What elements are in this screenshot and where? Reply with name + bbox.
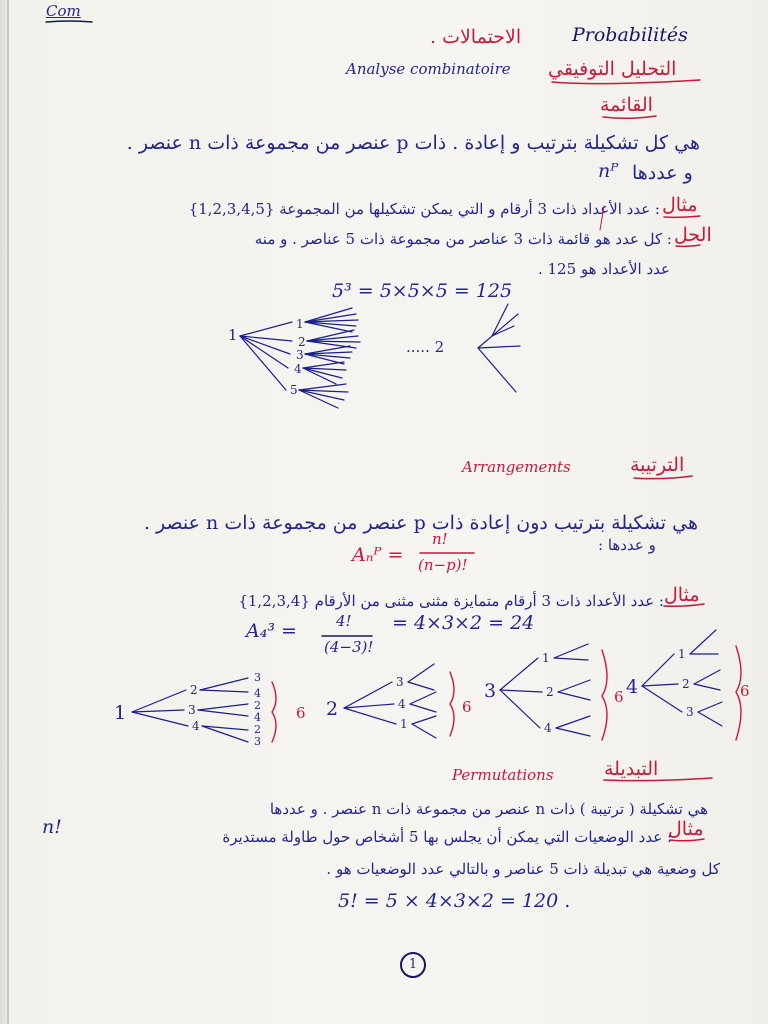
tree2-mid-1: 3 (396, 675, 404, 689)
ex2-underline (664, 604, 704, 606)
count-formula: nᴾ (598, 160, 619, 182)
permutation-count-formula: n! (42, 816, 62, 838)
tree2-mid-3: 1 (400, 717, 408, 731)
tree-root: 1 (228, 326, 238, 344)
example2-label: مثال (664, 584, 700, 606)
example-text: : عدد الأعداد ذات 3 أرقام و التي يمكن تشكيلها من المجموعة {1,2,3,4,5} (188, 200, 660, 218)
count-label: و عددها (632, 162, 693, 184)
a43-num: 4! (336, 612, 352, 630)
section2-title-fr: Arrangements (462, 458, 571, 476)
tree1-mid-2: 3 (188, 703, 196, 717)
section-title-fr: Analyse combinatoire (346, 60, 511, 78)
tree2-root: 2 (326, 698, 339, 720)
definition-list: هي كل تشكيلة بترتيب و إعادة . ذات p عنصر من مجموعة ذات n عنصر . (126, 132, 700, 154)
a43-rhs: = 4×3×2 = 24 (392, 612, 535, 634)
corner-fragment: Com (46, 2, 81, 20)
tree1-root: 1 (114, 702, 127, 724)
example3-line2: كل وضعية هي تبديلة ذات 5 عناصر و بالتالي عدد الوضعيات هو . (326, 860, 720, 878)
tree4-root: 4 (626, 676, 639, 698)
definition-arrangement: هي تشكيلة بترتيب دون إعادة ذات p عنصر من مجموعة ذات n عنصر . (143, 512, 698, 534)
example3-label: مثال (668, 818, 704, 840)
tree1-leaf-5: 2 (254, 723, 261, 736)
section-title-ar: التحليل التوفيقي (548, 58, 677, 80)
factorial-formula: 5! = 5 × 4×3×2 = 120 . (338, 890, 571, 912)
tree1-leaf-2: 4 (254, 687, 261, 700)
tree-child-2: 2 (298, 335, 306, 349)
perm-underline (604, 778, 712, 781)
tree4-mid-2: 2 (682, 677, 690, 691)
tree3-mid-2: 2 (546, 685, 554, 699)
power-formula: 5³ = 5×5×5 = 125 (332, 280, 513, 302)
tree3-root: 3 (484, 680, 497, 702)
arrangement-formula-den: (n−p)! (418, 556, 468, 574)
tree-child-5: 5 (290, 383, 298, 397)
example-underline (664, 216, 700, 217)
arrangement-formula-num: n! (432, 530, 448, 548)
ex3-underline (670, 839, 704, 841)
definition-permutation: هي تشكيلة ( ترتيبة ) ذات n عنصر من مجموعة ذات n عنصر . و عددها (269, 800, 708, 818)
tree1-leaf-1: 3 (254, 671, 261, 684)
page-number: 1 (400, 952, 426, 978)
example2-text: : عدد الأعداد ذات 3 أرقام متمايزة مثنى مثنى من الأرقام {1,2,3,4} (238, 592, 664, 610)
page-title-fr: Probabilités (572, 24, 688, 46)
a43-den: (4−3)! (324, 638, 374, 656)
tree-child-4: 4 (294, 362, 302, 376)
section2-title-ar: الترتيبة (630, 454, 685, 476)
tree2-count: 6 (462, 698, 472, 716)
tree3-mid-3: 4 (544, 721, 552, 735)
arrangement-formula-lhs: Aₙᴾ = (352, 544, 404, 566)
solution-underline (676, 245, 700, 246)
tree2-mid-2: 4 (398, 697, 406, 711)
a43-lhs: A₄³ = (246, 620, 297, 642)
section3-title-ar: التبديلة (604, 758, 659, 780)
example3-text: : عدد الوضعيات التي يمكن أن يجلس بها 5 أشخاص حول طاولة مستديرة (222, 828, 672, 846)
tree1-count: 6 (296, 704, 306, 722)
tree1-mid-1: 2 (190, 683, 198, 697)
page-title-ar: الاحتمالات . (430, 26, 522, 48)
tree-dots: ..... 2 (406, 338, 445, 356)
tree3-count: 6 (614, 688, 624, 706)
tree3-mid-1: 1 (542, 651, 550, 665)
tree1-mid-3: 4 (192, 719, 200, 733)
corner-underline (46, 21, 92, 22)
tree4-count: 6 (740, 682, 750, 700)
tree1-leaf-4: 4 (254, 711, 261, 724)
arrangement-count-label: و عددها : (598, 536, 656, 554)
section3-title-fr: Permutations (452, 766, 554, 784)
tree4-mid-3: 3 (686, 705, 694, 719)
tree4-mid-1: 1 (678, 647, 686, 661)
tree-child-3: 3 (296, 348, 304, 362)
solution-label: الحل (674, 224, 712, 246)
subtitle-underline (603, 116, 656, 118)
title-underline (552, 80, 700, 84)
tree1-leaf-3: 2 (254, 699, 261, 712)
example-label: مثال (662, 194, 698, 216)
arr-underline (634, 476, 692, 479)
solution-text: : كل عدد هو قائمة ذات 3 عناصر من مجموعة ذات 5 عناصر . و منه (254, 230, 672, 248)
tree-child-1: 1 (296, 317, 304, 331)
result-text: عدد الأعداد هو 125 . (537, 260, 670, 278)
tree1-leaf-6: 3 (254, 735, 261, 748)
section-subtitle-ar: القائمة (600, 94, 653, 116)
